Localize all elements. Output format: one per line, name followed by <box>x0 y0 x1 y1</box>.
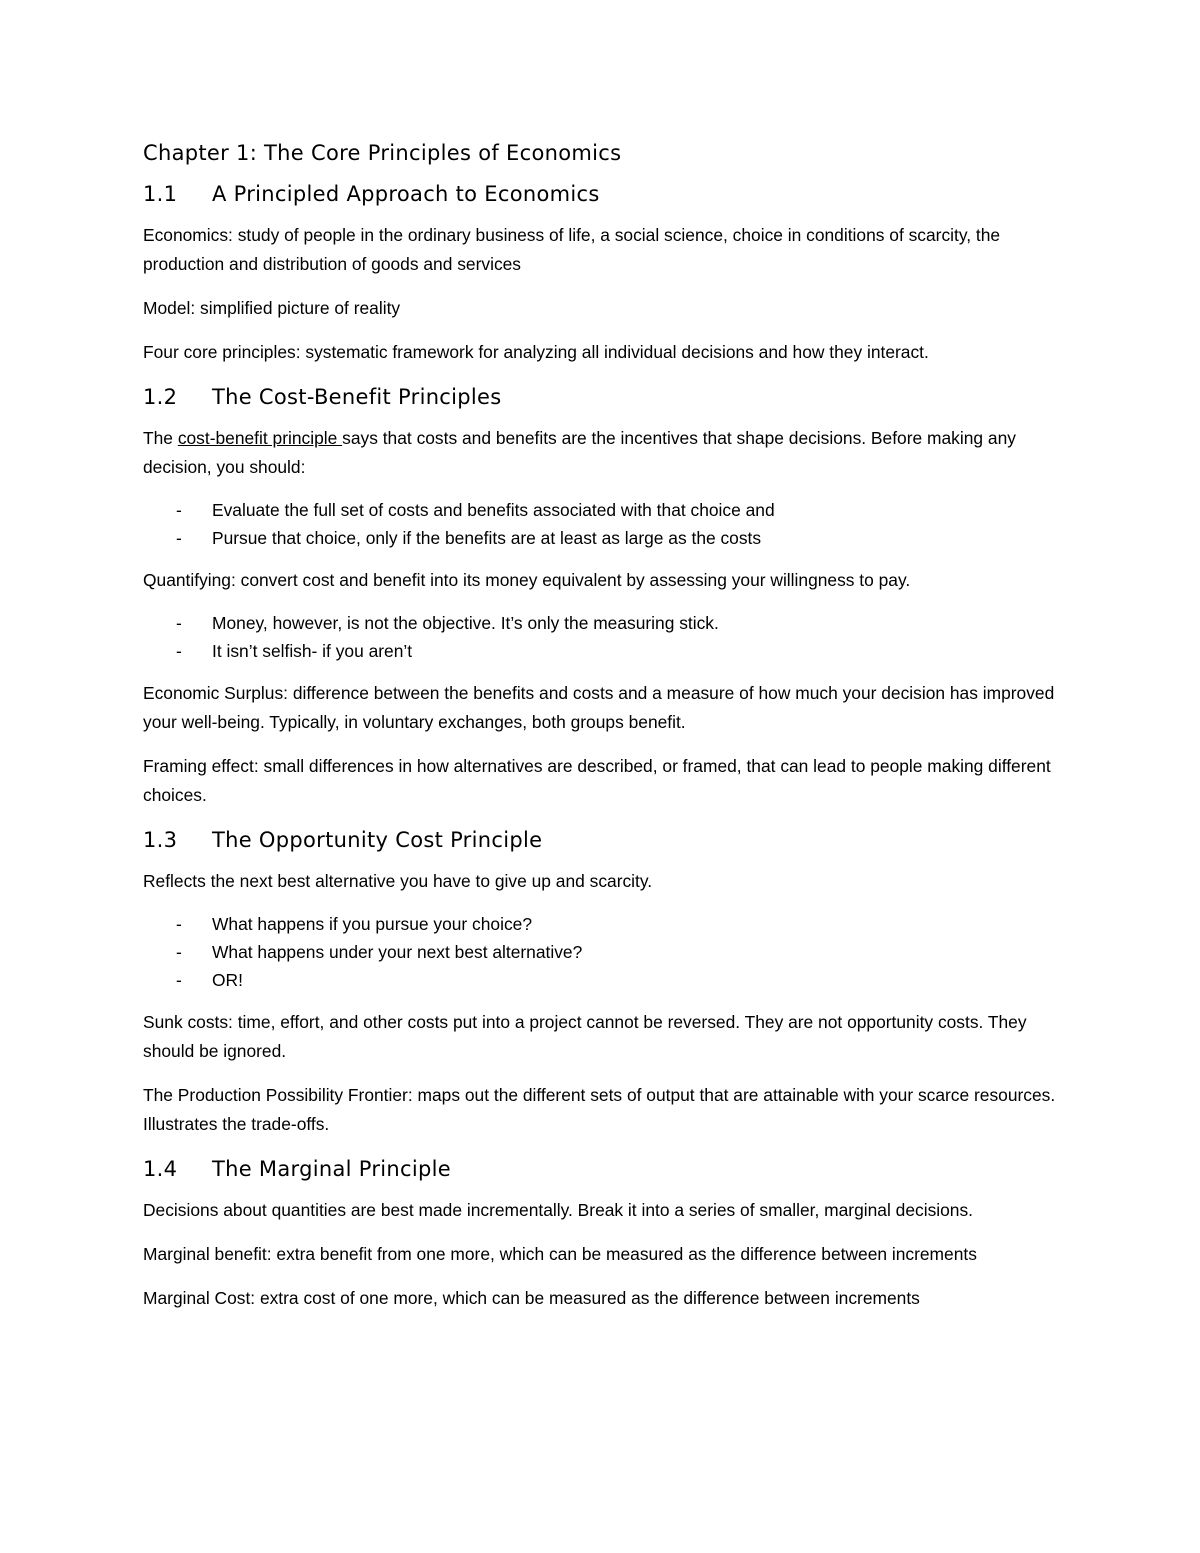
list-item <box>143 496 1063 524</box>
paragraph-sunk-costs: Sunk costs: time, effort, and other costs put into a project cannot be reversed. They are not opportunity costs. They should be ignored. <box>143 1012 1027 1061</box>
list-item <box>143 524 1063 552</box>
list-item-text: It isn’t selfish- if you aren’t <box>212 641 413 661</box>
list-item <box>143 938 1063 966</box>
paragraph-production-possibility-frontier: The Production Possibility Frontier: maps out the different sets of output that are attainable with your scarce resources. Illustrates the trade-offs. <box>143 1085 1056 1134</box>
section-heading-1-3 <box>143 825 1063 855</box>
list-item-text: OR! <box>212 970 243 990</box>
bullet-dash: - <box>176 613 182 633</box>
document-content <box>143 138 1063 1328</box>
bullet-dash: - <box>176 970 182 990</box>
paragraph-economics-definition: Economics: study of people in the ordinary business of life, a social science, choice in conditions of scarcity, the production and distribution of goods and services <box>143 225 1001 274</box>
list-item-text: Money, however, is not the objective. It’s only the measuring stick. <box>212 613 719 633</box>
bullet-dash: - <box>176 914 182 934</box>
bullet-dash: - <box>176 528 182 548</box>
bullet-list-decision-steps <box>143 496 1063 552</box>
list-item <box>143 609 1063 637</box>
text-run: says that costs and benefits are the incentives that shape decisions. Before making any decision, you should: <box>143 428 1016 477</box>
section-heading-1-1 <box>143 179 1063 209</box>
list-item <box>143 966 1063 994</box>
text-run: The <box>143 428 178 448</box>
section-number: 1.2 <box>143 385 178 409</box>
list-item <box>143 637 1063 665</box>
paragraph-cost-benefit-principle <box>143 424 1063 482</box>
paragraph-framing-effect: Framing effect: small differences in how alternatives are described, or framed, that can lead to people making different choices. <box>143 756 1051 805</box>
section-number: 1.4 <box>143 1157 178 1181</box>
paragraph-marginal-cost: Marginal Cost: extra cost of one more, which can be measured as the difference between increments <box>143 1288 920 1308</box>
paragraph-marginal-decisions: Decisions about quantities are best made incrementally. Break it into a series of smaller, marginal decisions. <box>143 1200 973 1220</box>
section-heading-1-2 <box>143 382 1063 412</box>
paragraph-four-core-principles: Four core principles: systematic framework for analyzing all individual decisions and how they interact. <box>143 342 929 362</box>
section-title: A Principled Approach to Economics <box>212 182 600 206</box>
section-number: 1.3 <box>143 828 178 852</box>
bullet-dash: - <box>176 942 182 962</box>
bullet-list-opportunity-questions <box>143 910 1063 994</box>
paragraph-quantifying: Quantifying: convert cost and benefit into its money equivalent by assessing your willingness to pay. <box>143 570 911 590</box>
paragraph-marginal-benefit: Marginal benefit: extra benefit from one more, which can be measured as the difference between increments <box>143 1244 977 1264</box>
paragraph-model-definition: Model: simplified picture of reality <box>143 298 401 318</box>
list-item-text: What happens under your next best alternative? <box>212 942 583 962</box>
section-title: The Cost-Benefit Principles <box>212 385 502 409</box>
section-heading-1-4 <box>143 1154 1063 1184</box>
paragraph-opportunity-cost: Reflects the next best alternative you have to give up and scarcity. <box>143 871 653 891</box>
list-item-text: What happens if you pursue your choice? <box>212 914 532 934</box>
section-title: The Opportunity Cost Principle <box>212 828 543 852</box>
list-item-text: Evaluate the full set of costs and benefits associated with that choice and <box>212 500 775 520</box>
list-item-text: Pursue that choice, only if the benefits are at least as large as the costs <box>212 528 762 548</box>
bullet-list-money <box>143 609 1063 665</box>
chapter-title: Chapter 1: The Core Principles of Economics <box>143 141 622 165</box>
cost-benefit-principle-term: cost-benefit principle <box>177 428 343 448</box>
section-title: The Marginal Principle <box>212 1157 451 1181</box>
bullet-dash: - <box>176 641 182 661</box>
bullet-dash: - <box>176 500 182 520</box>
section-number: 1.1 <box>143 182 178 206</box>
paragraph-economic-surplus: Economic Surplus: difference between the benefits and costs and a measure of how much your decision has improved your well-being. Typically, in voluntary exchanges, both groups benefit. <box>143 683 1055 732</box>
list-item <box>143 910 1063 938</box>
